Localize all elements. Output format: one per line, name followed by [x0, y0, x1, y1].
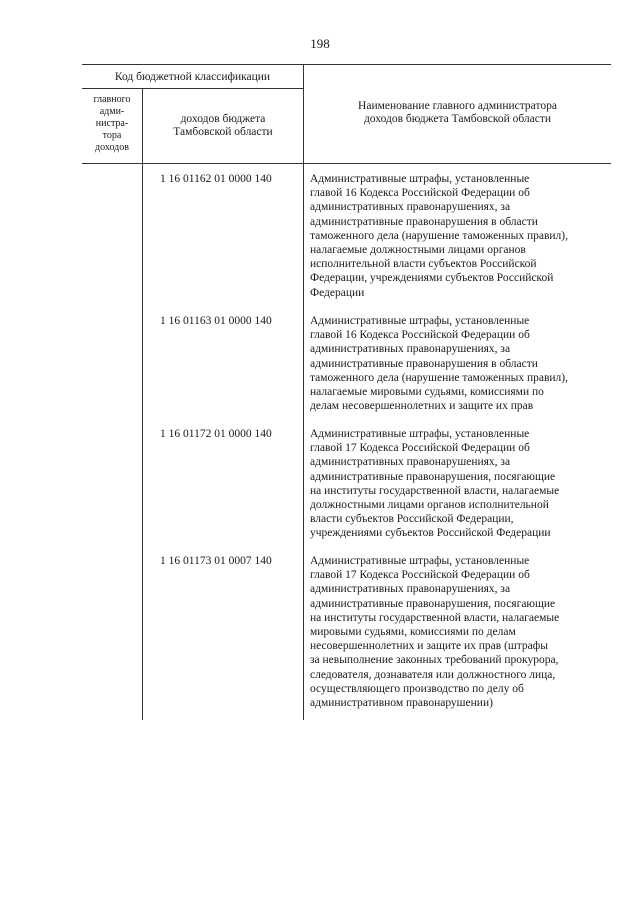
header-col-name: Наименование главного администратора доходов бюджета Тамбовской области — [358, 100, 557, 125]
row-budget-code: 1 16 01163 01 0000 140 — [160, 315, 272, 327]
row-description: Административные штрафы, установленные главой 17 Кодекса Российской Федерации об административных правонарушениях, за административные правонарушения, посягающие на институты государственной власти, налагаемые мировыми судьями, комиссиями по делам несовершеннолетних и защите их прав (штрафы за невыполнение законных требований прокурора, следователя, дознавателя или должностного лица, осуществляющего производство по делу об административном правонарушении) — [310, 555, 560, 710]
header-col-admin: главного адми- нистра- тора доходов — [93, 94, 131, 153]
row-budget-code: 1 16 01173 01 0007 140 — [160, 555, 272, 567]
row-budget-code: 1 16 01162 01 0000 140 — [160, 173, 272, 185]
row-description: Административные штрафы, установленные главой 17 Кодекса Российской Федерации об административных правонарушениях, за административные правонарушения, посягающие на институты государственной власти, налагаемые должностными лицами органов исполнительной власти субъектов Российской Федерации, учреждениями субъектов Российской Федерации — [310, 428, 560, 540]
row-budget-code: 1 16 01172 01 0000 140 — [160, 428, 272, 440]
page-number: 198 — [310, 36, 330, 51]
column-divider-1 — [142, 88, 143, 720]
row-description: Административные штрафы, установленные главой 16 Кодекса Российской Федерации об административных правонарушениях, за административные правонарушения в области таможенного дела (нарушение таможенных правил), налагаемые должностными лицами органов исполнительной власти субъектов Российской Федерации, учреждениями субъектов Российской Федерации — [310, 173, 568, 299]
row-description: Административные штрафы, установленные главой 16 Кодекса Российской Федерации об административных правонарушениях, за административные правонарушения в области таможенного дела (нарушение таможенных правил), налагаемые мировыми судьями, комиссиями по делам несовершеннолетних и защите их прав — [310, 315, 568, 413]
column-divider-2 — [303, 64, 304, 720]
table-top-border — [82, 64, 611, 65]
header-group-label: Код бюджетной классификации — [114, 71, 271, 83]
header-col-code: доходов бюджета Тамбовской области — [173, 113, 273, 138]
group-header-underline — [82, 88, 303, 89]
header-bottom-border — [82, 163, 611, 164]
